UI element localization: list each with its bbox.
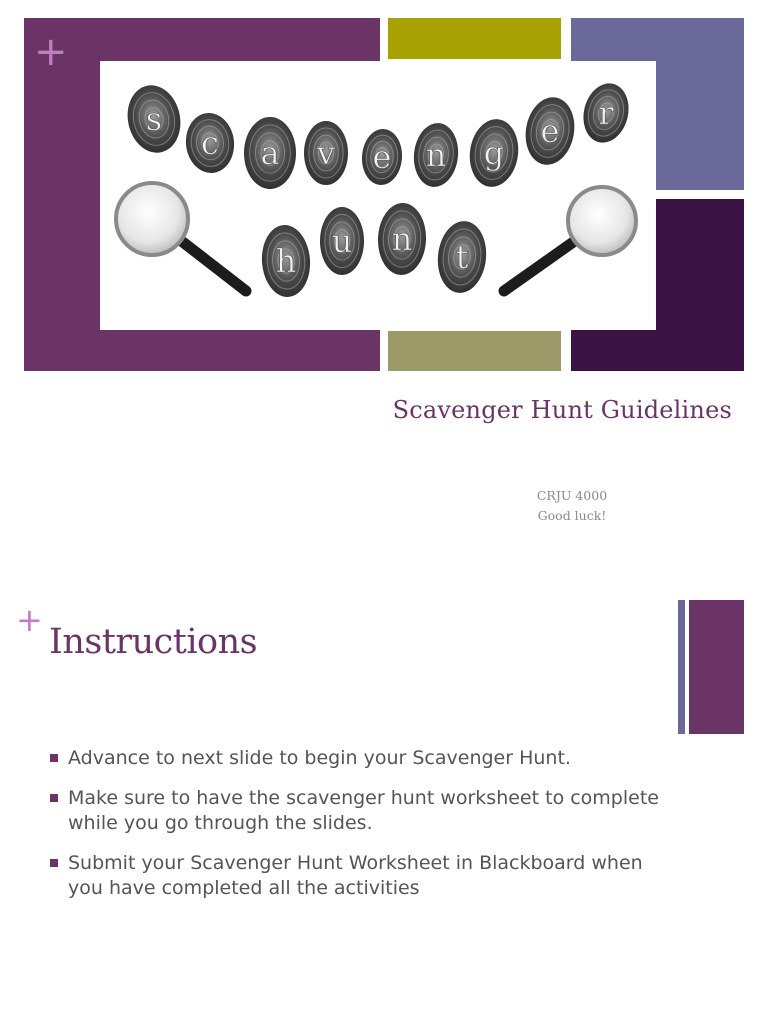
fingerprint-letter: n: [391, 220, 413, 258]
list-item-text: Make sure to have the scavenger hunt worksheet to complete while you go through the slides.: [68, 787, 659, 834]
accent-bar-wide: [689, 600, 744, 734]
fingerprint-letter: a: [260, 134, 280, 172]
instruction-list: [50, 746, 660, 916]
fingerprint-letter: v: [316, 134, 336, 172]
fingerprint-illustration: [100, 61, 656, 330]
fingerprint-letter: u: [331, 222, 353, 260]
magnifier-right-icon: [504, 187, 636, 291]
olive-block: [388, 18, 561, 59]
fingerprint-letter: e: [372, 138, 392, 176]
plus-icon: +: [34, 29, 68, 75]
scavenger-hunt-picture: [100, 61, 656, 330]
fingerprint-letter: h: [275, 242, 297, 280]
khaki-block: [388, 331, 561, 371]
slide-title: Instructions: [49, 622, 258, 662]
subtitle: [520, 486, 624, 526]
bullet-icon: [50, 794, 58, 802]
fingerprint-letter: e: [540, 112, 560, 150]
fingerprints-bottom-row: [260, 202, 490, 298]
plus-icon: +: [16, 601, 43, 639]
fingerprint-letter: s: [145, 100, 163, 138]
course-code: CRJU 4000: [536, 488, 608, 503]
fingerprint-letter: g: [483, 134, 505, 172]
fingerprint-letter: t: [455, 238, 469, 276]
bullet-icon: [50, 754, 58, 762]
list-item: [50, 786, 660, 836]
good-luck-text: Good luck!: [537, 508, 607, 523]
accent-bar-thin: [678, 600, 685, 734]
fingerprints-top-row: [121, 79, 634, 190]
instructions-slide: [0, 560, 768, 1024]
fingerprint-letter: c: [201, 124, 219, 162]
bullet-icon: [50, 859, 58, 867]
fingerprint-letter: n: [425, 136, 447, 174]
magnifier-left-icon: [116, 183, 246, 291]
list-item-text: Advance to next slide to begin your Scavenger Hunt.: [68, 747, 571, 769]
slide-title: Scavenger Hunt Guidelines: [392, 396, 732, 424]
list-item-text: Submit your Scavenger Hunt Worksheet in Blackboard when you have completed all the activities: [68, 852, 643, 899]
list-item: [50, 746, 660, 771]
list-item: [50, 851, 660, 901]
fingerprint-letter: r: [598, 94, 614, 132]
